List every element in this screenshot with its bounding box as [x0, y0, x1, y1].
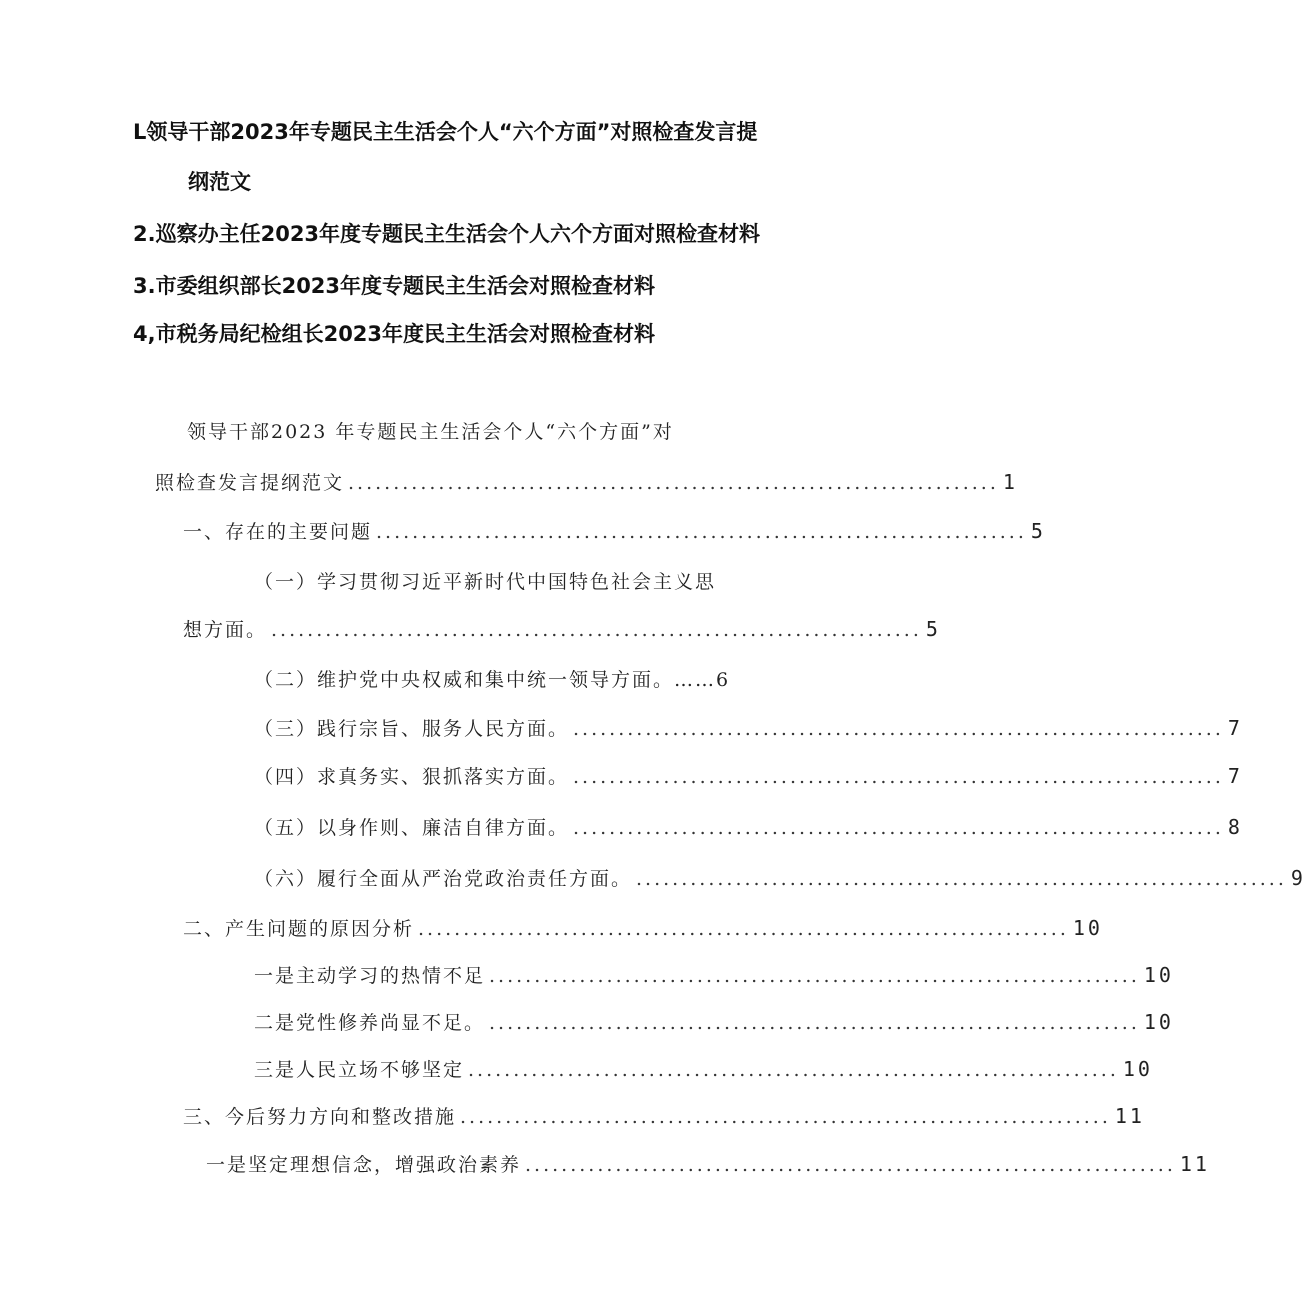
toc-leader-dots: ........................................................................ [468, 1059, 1119, 1081]
toc-entry-text: 三、今后努力方向和整改措施 [183, 1106, 457, 1128]
heading-4: 4,市税务局纪检组长2023年度民主生活会对照检查材料 [133, 322, 656, 346]
toc-entry [254, 1008, 1174, 1035]
toc-leader-dots: ........................................................................ [573, 718, 1224, 740]
toc-entry [155, 468, 1018, 495]
toc-entry-text: 照检查发言提纲范文 [155, 472, 345, 494]
toc-entry-page: 11 [1179, 1152, 1210, 1176]
toc-entry-page: 5 [925, 617, 941, 641]
toc-entry-text: 一是坚定理想信念，增强政治素养 [206, 1154, 522, 1176]
toc-entry [254, 1055, 1153, 1082]
toc-leader-dots: ........................................................................ [460, 1106, 1111, 1128]
toc-entry-text: （二）维护党中央权威和集中统一领导方面。……6 [254, 669, 731, 691]
toc-leader-dots: ........................................................................ [573, 766, 1224, 788]
toc-leader-dots: ........................................................................ [376, 521, 1027, 543]
toc-leader-dots: ........................................................................ [636, 868, 1287, 890]
toc-entry-text: （六）履行全面从严治党政治责任方面。 [254, 868, 633, 890]
toc-entry-page: 10 [1143, 963, 1174, 987]
toc-leader-dots: ........................................................................ [348, 472, 999, 494]
toc-leader-dots: ........................................................................ [271, 619, 922, 641]
toc-entry-text: 二是党性修养尚显不足。 [254, 1012, 486, 1034]
toc-entry [254, 714, 1243, 741]
toc-entry [206, 1150, 1210, 1177]
toc-entry-page: 7 [1227, 716, 1243, 740]
toc-entry [254, 567, 716, 594]
toc-entry-page: 1 [1002, 470, 1018, 494]
toc-entry [254, 665, 730, 692]
toc-entry [183, 1102, 1145, 1129]
toc-entry [183, 517, 1046, 544]
toc-entry-page: 10 [1143, 1010, 1174, 1034]
toc-entry-page: 9 [1290, 866, 1306, 890]
toc-entry-text: 一、存在的主要问题 [183, 521, 373, 543]
heading-2: 2.巡察办主任2023年度专题民主生活会个人六个方面对照检查材料 [133, 222, 761, 246]
heading-1-continued: 纲范文 [188, 170, 251, 194]
toc-entry [254, 762, 1243, 789]
toc-entry-text: 三是人民立场不够坚定 [254, 1059, 465, 1081]
toc-entry-text: 想方面。 [183, 619, 268, 641]
toc-entry-text: （一）学习贯彻习近平新时代中国特色社会主义思 [254, 571, 717, 593]
toc-entry-page: 5 [1030, 519, 1046, 543]
toc-leader-dots: ........................................................................ [489, 1012, 1140, 1034]
toc-entry-text: 一是主动学习的热情不足 [254, 965, 486, 987]
toc-leader-dots: ........................................................................ [489, 965, 1140, 987]
toc-entry [183, 615, 941, 642]
toc-entry-page: 10 [1122, 1057, 1153, 1081]
toc-entry-page: 10 [1072, 916, 1103, 940]
toc-entry [254, 961, 1174, 988]
toc-leader-dots: ........................................................................ [525, 1154, 1176, 1176]
toc-entry-page: 11 [1114, 1104, 1145, 1128]
toc-entry-page: 8 [1227, 815, 1243, 839]
toc-entry [254, 813, 1243, 840]
toc-entry [183, 914, 1103, 941]
toc-entry [254, 864, 1306, 891]
toc-leader-dots: ........................................................................ [418, 918, 1069, 940]
toc-entry-text: （四）求真务实、狠抓落实方面。 [254, 766, 570, 788]
toc-entry-text: 二、产生问题的原因分析 [183, 918, 415, 940]
toc-entry-text: （三）践行宗旨、服务人民方面。 [254, 718, 570, 740]
heading-1: L领导干部2023年专题民主生活会个人“六个方面”对照检查发言提 [133, 120, 758, 144]
toc-leader-dots: ........................................................................ [573, 817, 1224, 839]
toc-title-line: 领导干部2023 年专题民主生活会个人“六个方面”对 [187, 421, 674, 443]
heading-3: 3.市委组织部长2023年度专题民主生活会对照检查材料 [133, 274, 656, 298]
toc-entry-page: 7 [1227, 764, 1243, 788]
toc-entry-text: （五）以身作则、廉洁自律方面。 [254, 817, 570, 839]
